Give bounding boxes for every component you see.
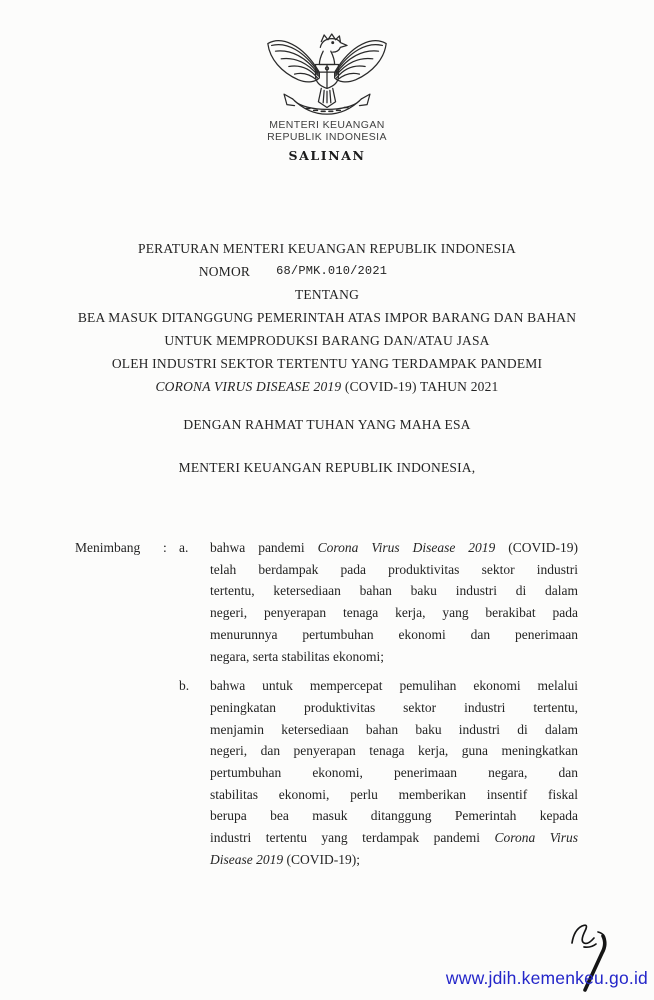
considering-section <box>75 537 578 871</box>
text-segment: menjamin ketersediaan bahan baku industri di dalam <box>210 721 578 737</box>
item-text <box>210 537 578 667</box>
text-line <box>210 675 578 697</box>
text-line <box>210 697 578 719</box>
item-text <box>210 675 578 870</box>
jdih-link[interactable]: www.jdih.kemenkeu.go.id <box>445 968 648 988</box>
text-line <box>210 762 578 784</box>
text-segment: CORONA VIRUS DISEASE 2019 <box>155 379 342 394</box>
text-segment: telah berdampak pada produktivitas sektor industri <box>210 561 578 577</box>
text-line <box>210 537 578 559</box>
text-line <box>210 827 578 849</box>
text-line <box>210 849 578 871</box>
text-segment: (COVID-19) TAHUN 2021 <box>341 379 499 394</box>
considering-label: Menimbang <box>75 540 141 555</box>
text-segment: pertumbuhan ekonomi, penerimaan negara, dan <box>210 765 578 781</box>
text-segment: OLEH INDUSTRI SEKTOR TERTENTU YANG TERDAMPAK PANDEMI <box>111 356 543 371</box>
text-segment: UNTUK MEMPRODUKSI BARANG DAN/ATAU JASA <box>164 333 490 348</box>
text-segment: negeri, dan penyerapan tenaga kerja, guna meningkatkan <box>210 743 578 759</box>
text-line <box>210 559 578 581</box>
regulation-number-value: 68/PMK.010/2021 <box>276 264 388 278</box>
consideration-item <box>179 537 578 667</box>
text-line <box>210 580 578 602</box>
considering-colon: : <box>163 540 167 555</box>
text-segment: menurunnya pertumbuhan ekonomi dan penerimaan <box>210 626 578 642</box>
subject-line <box>0 352 654 375</box>
garuda-emblem-drawing <box>264 30 390 122</box>
text-segment: Corona Virus Disease 2019 <box>317 540 496 555</box>
text-line <box>210 646 578 668</box>
text-segment: (COVID-19) <box>495 540 578 555</box>
text-line <box>210 602 578 624</box>
regulation-title-block <box>0 237 654 398</box>
considering-items <box>179 537 578 871</box>
subject-line <box>0 306 654 329</box>
text-segment: negara, serta stabilitas ekonomi; <box>210 648 384 664</box>
text-segment: BEA MASUK DITANGGUNG PEMERINTAH ATAS IMPOR BARANG DAN BAHAN <box>77 310 577 325</box>
text-segment: stabilitas ekonomi, perlu memberikan insentif fiskal <box>210 786 578 802</box>
text-segment: Corona Virus <box>494 830 578 846</box>
text-segment: tertentu, ketersediaan bahan baku industri di dalam <box>210 583 578 599</box>
subject-line <box>0 329 654 352</box>
text-segment: negeri, penyerapan tenaga kerja, yang berakibat pada <box>210 605 578 621</box>
letterhead-ministry <box>0 119 654 143</box>
invocation-line: DENGAN RAHMAT TUHAN YANG MAHA ESA <box>183 417 471 432</box>
salinan-stamp: SALINAN <box>288 148 366 163</box>
text-segment: bahwa untuk mempercepat pemulihan ekonomi melalui <box>210 678 578 694</box>
tentang-label: TENTANG <box>294 287 360 302</box>
item-marker: a. <box>179 540 189 555</box>
text-segment: (COVID-19); <box>283 851 360 867</box>
republic-name: REPUBLIK INDONESIA <box>267 131 387 143</box>
garuda-pancasila-emblem <box>264 30 390 127</box>
text-segment: bahwa pandemi <box>210 540 318 555</box>
text-segment: industri tertentu yang terdampak pandemi <box>210 830 495 846</box>
text-line <box>210 784 578 806</box>
subject-line <box>0 375 654 398</box>
ministry-name: MENTERI KEUANGAN <box>269 119 385 131</box>
item-marker: b. <box>179 678 190 694</box>
regulation-number-row <box>0 260 620 283</box>
text-line <box>210 805 578 827</box>
regulation-title: PERATURAN MENTERI KEUANGAN REPUBLIK INDONESIA <box>138 241 516 256</box>
text-segment: Disease 2019 <box>210 851 284 867</box>
regulation-number-label: NOMOR <box>198 264 251 279</box>
text-segment: peningkatan produktivitas sektor industri tertentu, <box>210 699 578 715</box>
text-line <box>210 740 578 762</box>
regulation-subject <box>0 306 654 398</box>
text-segment: berupa bea masuk ditanggung Pemerintah kepada <box>210 808 578 824</box>
text-line <box>210 624 578 646</box>
issuer-line: MENTERI KEUANGAN REPUBLIK INDONESIA, <box>178 460 476 475</box>
consideration-item <box>179 675 578 870</box>
text-line <box>210 719 578 741</box>
